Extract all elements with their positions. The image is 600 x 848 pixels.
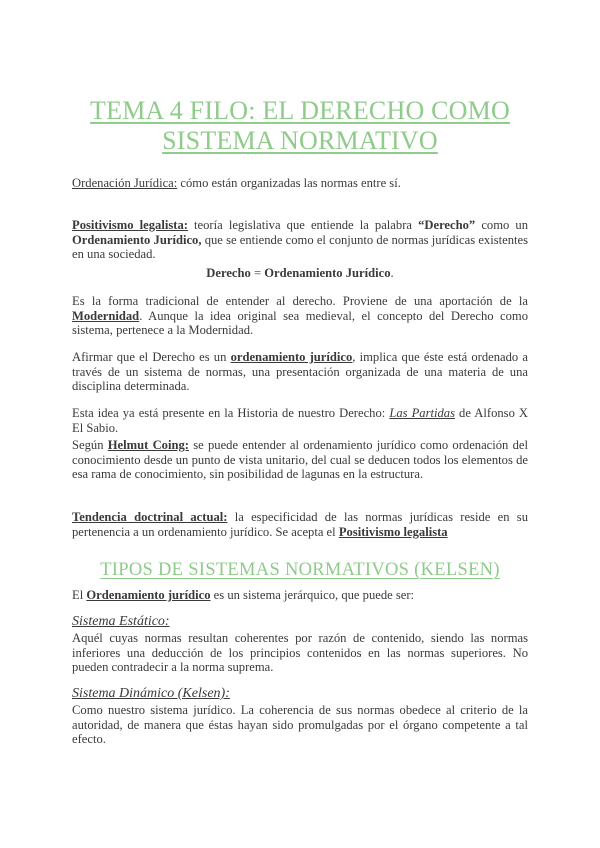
idea-text-1: Esta idea ya está presente en la Historia de nuestro Derecho: [72,406,390,420]
title-line-2: SISTEMA NORMATIVO [162,126,438,155]
afirmar-text-2: , implica que éste está ordenado a través de un sistema de normas, una presentación organizada de una materia de una disciplina determinada. [72,350,528,394]
positivismo-text-3: que se entiende como el conjunto de normas jurídicas existentes en una sociedad. [72,232,528,262]
tendencia-positivismo: Positivismo legalista [338,524,448,539]
equation-equals: = [250,266,265,280]
forma-text-2: . Aunque la idea original sea medieval, el concepto del Derecho como sistema, pertenece a la Modernidad. [72,308,528,338]
afirmar-text-1: Afirmar que el Derecho es un [72,350,231,364]
paragraph-dinamico: Como nuestro sistema jurídico. La coherencia de sus normas obedece al criterio de la autoridad, de manera que éstas hayan sido promulgadas por el órgano competente a tal efecto. [72,703,528,747]
paragraph-estatico: Aquél cuyas normas resultan coherentes por razón de contenido, siendo las normas inferiores una deducción de los principios contenidos en las normas superiores. No pueden contradecir a la norma suprema. [72,631,528,675]
equation-derecho: Derecho [206,266,251,280]
term-ordenacion: Ordenación Jurídica: [72,176,178,190]
paragraph-intro [72,588,528,603]
positivismo-ordenamiento: Ordenamiento Jurídico, [72,232,202,247]
idea-las-partidas: Las Partidas [389,406,455,420]
paragraph-positivismo [72,218,528,262]
idea-text-2: de Alfonso X El Sabio. [72,406,529,435]
heading-sistema-estatico: Sistema Estático: [72,614,170,629]
coing-name: Helmut Coing: [107,438,189,452]
positivismo-text-2: como un [475,218,529,232]
tendencia-text: la especificidad de las normas jurídicas reside en su pertenencia a un ordenamiento jurídico. Se acepta el [72,510,528,539]
heading-sistema-dinamico: Sistema Dinámico (Kelsen): [72,686,230,701]
ordenacion-text: cómo están organizadas las normas entre sí. [177,176,401,190]
term-positivismo: Positivismo legalista: [72,218,188,232]
intro-text-1: El [72,588,87,602]
afirmar-ordenamiento: ordenamiento jurídico [230,350,353,364]
paragraph-idea [72,406,528,435]
intro-text-2: es un sistema jerárquico, que puede ser: [210,588,415,602]
equation-ordenamiento: Ordenamiento Jurídico [264,266,391,280]
positivismo-text-1: teoría legislativa que entiende la palabra [187,218,419,232]
coing-text-1: Según [72,438,108,452]
section-title-tipos: TIPOS DE SISTEMAS NORMATIVOS (KELSEN) [100,560,500,580]
term-tendencia: Tendencia doctrinal actual: [72,510,228,524]
page-title [60,96,540,156]
coing-text-2: se puede entender al ordenamiento jurídico como ordenación del conocimiento desde un punto de vista unitario, del cual se deducen todos los elementos de esa rama de conocimiento, sin posibilidad de lagunas en la estructura. [72,438,529,482]
paragraph-forma [72,294,528,338]
paragraph-afirmar [72,350,528,394]
intro-ordenamiento: Ordenamiento jurídico [86,588,211,602]
forma-text-1: Es la forma tradicional de entender al derecho. Proviene de una aportación de la [72,294,528,308]
paragraph-tendencia [72,510,528,539]
paragraph-coing [72,438,528,482]
title-line-1: TEMA 4 FILO: EL DERECHO COMO [90,96,510,125]
equation-period: . [390,266,394,280]
positivismo-quote: “Derecho” [418,218,476,232]
forma-modernidad: Modernidad [72,308,140,323]
equation-line [72,266,528,281]
paragraph-ordenacion [72,176,528,191]
